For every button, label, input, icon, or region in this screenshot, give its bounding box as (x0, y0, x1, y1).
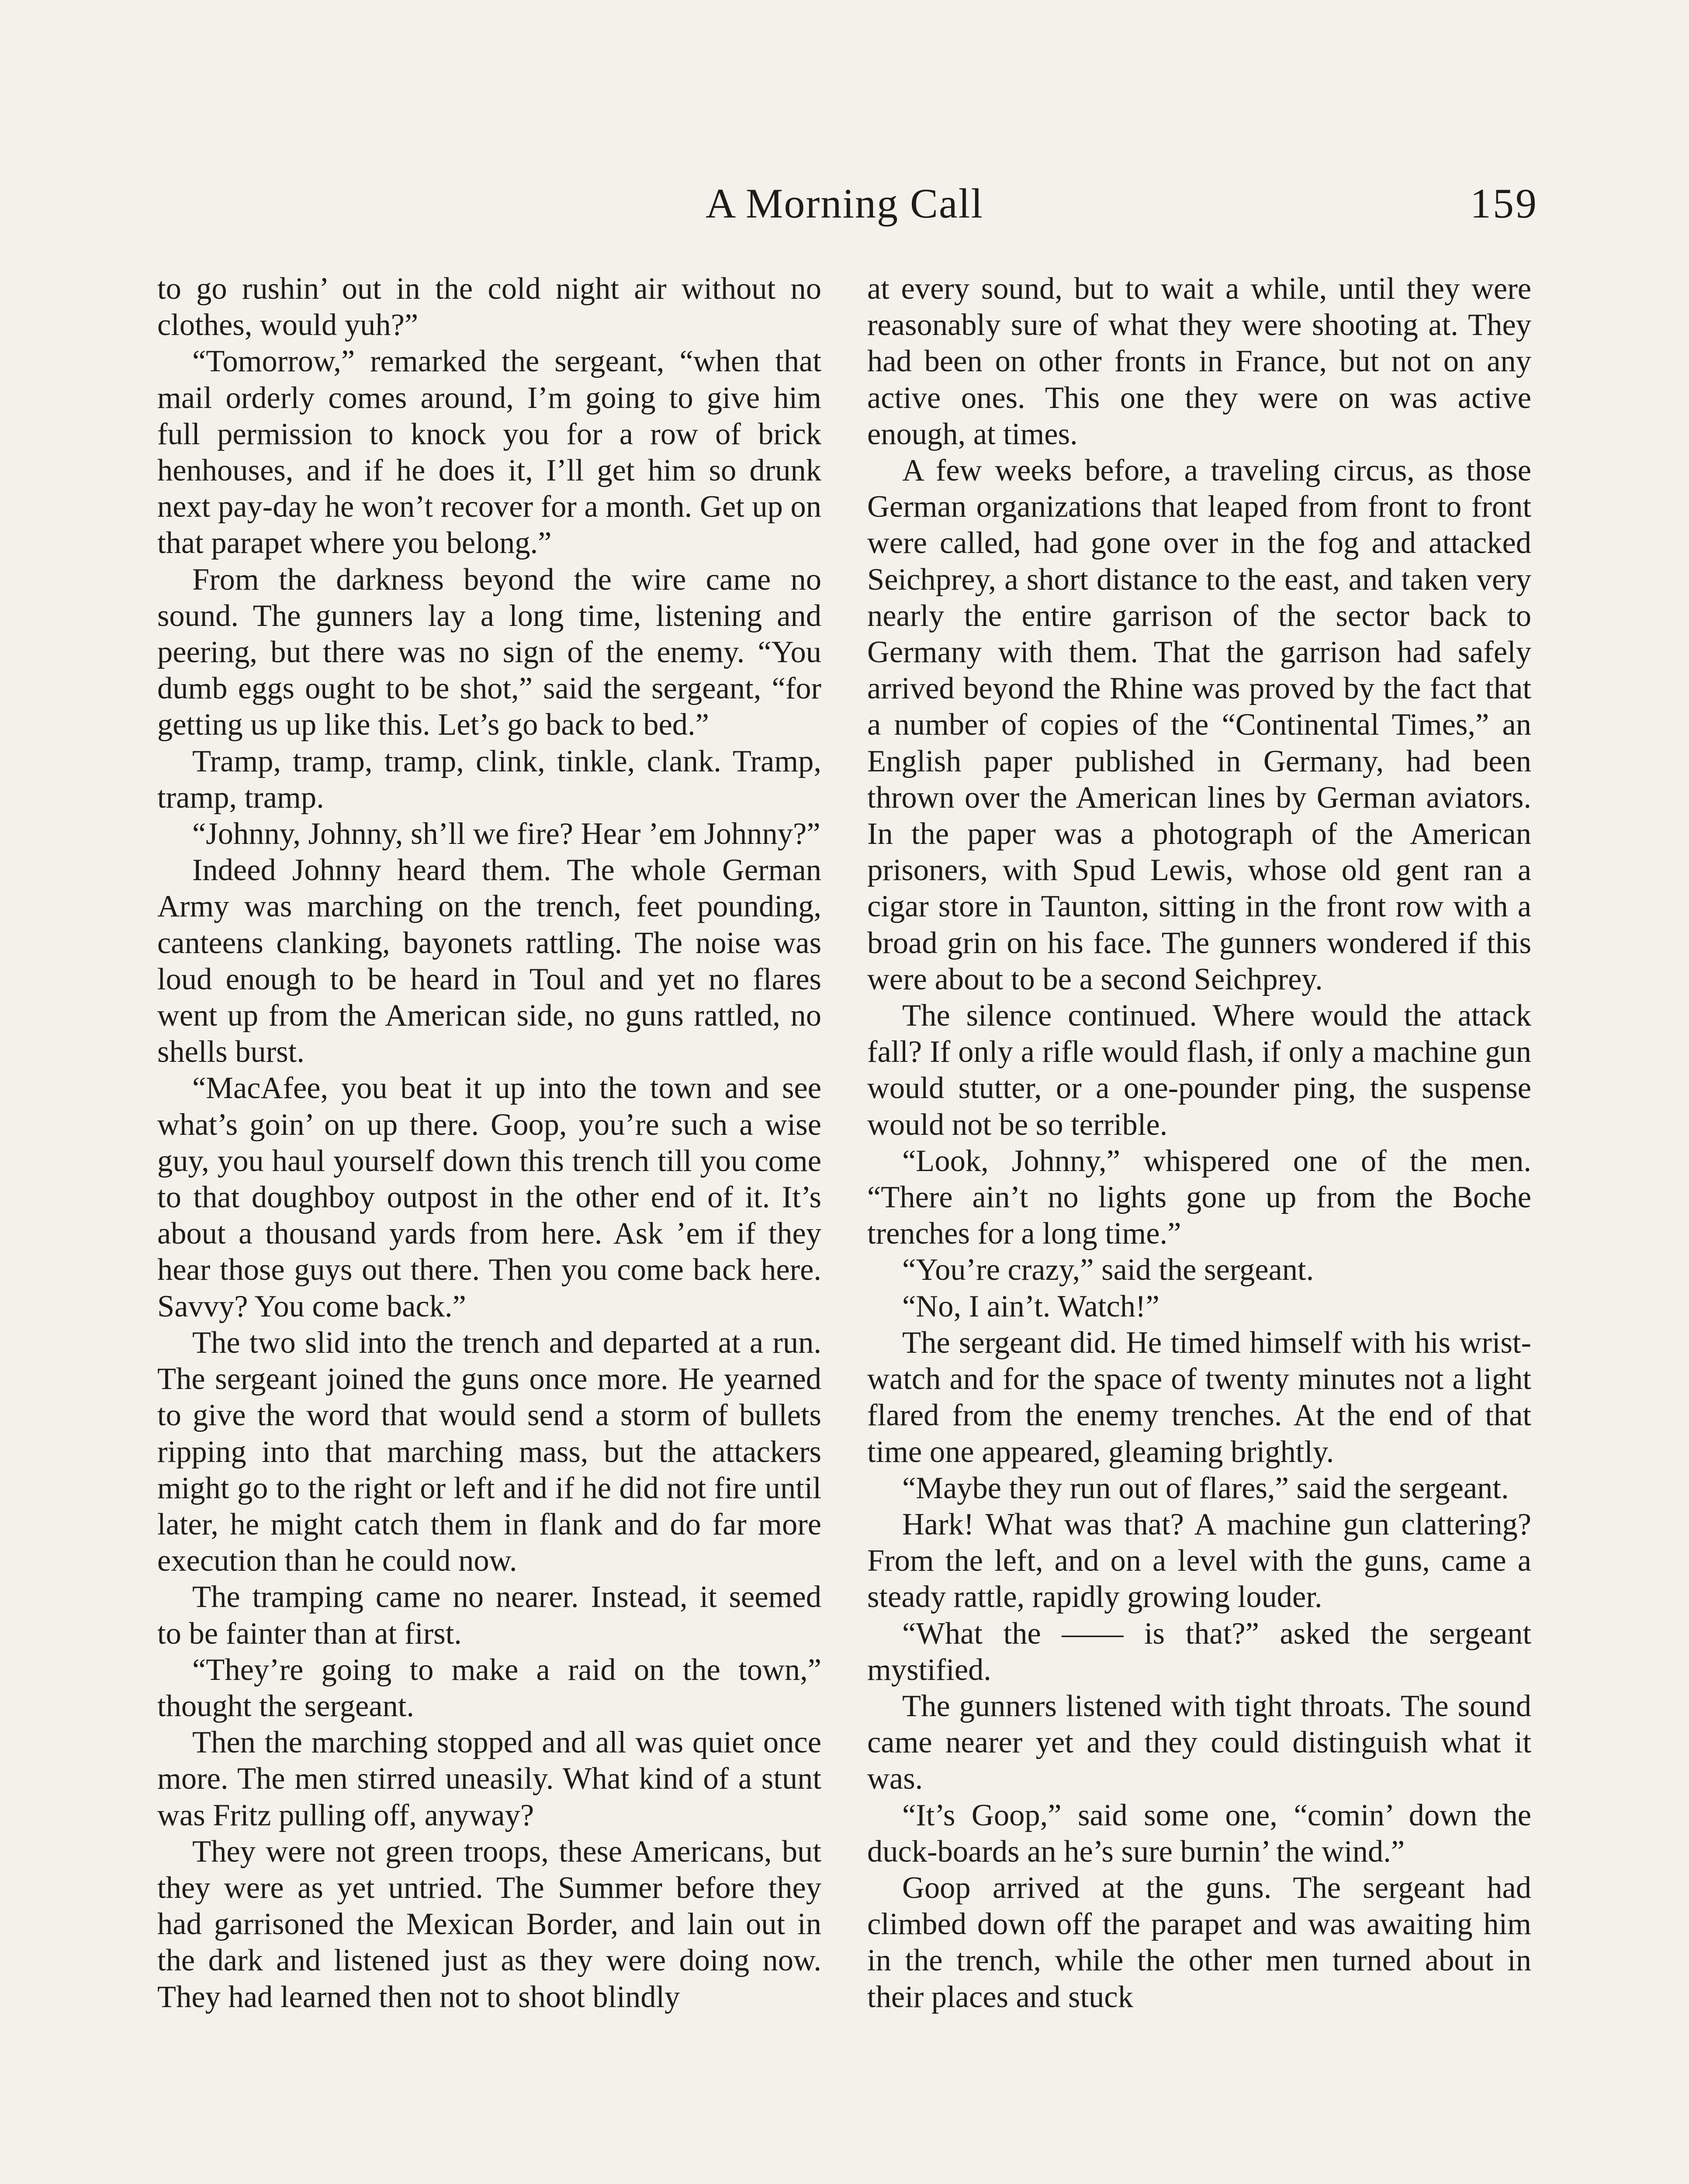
paragraph: Goop arrived at the guns. The sergeant had climbed down off the parapet and was awaiting him in the trench, while the other men turned about in their places and stuck (867, 1870, 1531, 2014)
paragraph: “It’s Goop,” said some one, “comin’ down the duck-boards an he’s sure burnin’ the wind.” (867, 1798, 1531, 1869)
paragraph: to go rushin’ out in the cold night air without no clothes, would yuh?” (157, 272, 821, 342)
paragraph: From the darkness beyond the wire came no sound. The gunners lay a long time, listening and peering, but there was no sign of the enemy. “You dumb eggs ought to be shot,” said the sergeant, “for getting us up like this. Let’s go back to bed.” (157, 562, 821, 742)
left-column (157, 271, 821, 2015)
paragraph: “What the —— is that?” asked the sergeant mystified. (867, 1616, 1531, 1687)
paragraph: The two slid into the trench and departed at a run. The sergeant joined the guns once more. He yearned to give the word that would send a storm of bullets ripping into that marching mass, but the attackers might go to the right or left and if he did not fire until later, he might catch them in flank and do far more execution than he could now. (157, 1325, 821, 1578)
paragraph: Indeed Johnny heard them. The whole German Army was marching on the trench, feet pounding, canteens clanking, bayonets rattling. The noise was loud enough to be heard in Toul and yet no flares went up from the American side, no guns rattled, no shells burst. (157, 853, 821, 1069)
right-column (867, 271, 1531, 2015)
paragraph: The gunners listened with tight throats. The sound came nearer yet and they could distinguish what it was. (867, 1689, 1531, 1796)
page-title: A Morning Call (705, 180, 983, 227)
paragraph: “Look, Johnny,” whispered one of the men. “There ain’t no lights gone up from the Boche trenches for a long time.” (867, 1144, 1531, 1251)
paragraph: “You’re crazy,” said the sergeant. (902, 1253, 1314, 1287)
paragraph: “They’re going to make a raid on the town,” thought the sergeant. (157, 1652, 821, 1723)
paragraph: The silence continued. Where would the attack fall? If only a rifle would flash, if only a machine gun would stutter, or a one-pounder ping, the suspense would not be so terrible. (867, 999, 1531, 1142)
paragraph: The tramping came no nearer. Instead, it seemed to be fainter than at first. (157, 1580, 821, 1651)
paragraph: at every sound, but to wait a while, until they were reasonably sure of what they were shooting at. They had been on other fronts in France, but not on any active ones. This one they were on was active enough, at times. (867, 272, 1531, 451)
paragraph: Hark! What was that? A machine gun clattering? From the left, and on a level with the guns, came a steady rattle, rapidly growing louder. (867, 1507, 1531, 1614)
paragraph: Then the marching stopped and all was quiet once more. The men stirred uneasily. What kind of a stunt was Fritz pulling off, anyway? (157, 1725, 821, 1832)
paragraph: The sergeant did. He timed himself with his wrist-watch and for the space of twenty minutes not a light flared from the enemy trenches. At the end of that time one appeared, gleaming brightly. (867, 1325, 1531, 1469)
paragraph: A few weeks before, a traveling circus, as those German organizations that leaped from front to front were called, had gone over in the fog and attacked Seichprey, a short distance to the east, and taken very nearly the entire garrison of the sector back to Germany with them. That the garrison had safely arrived beyond the Rhine was proved by the fact that a number of copies of the “Continental Times,” an English paper published in Germany, had been thrown over the American lines by German aviators. In the paper was a photograph of the American prisoners, with Spud Lewis, whose old gent ran a cigar store in Taunton, sitting in the front row with a broad grin on his face. The gunners wondered if this were about to be a second Seichprey. (867, 453, 1531, 996)
paragraph: “Maybe they run out of flares,” said the sergeant. (902, 1471, 1509, 1505)
paragraph: “No, I ain’t. Watch!” (902, 1289, 1159, 1324)
page-number: 159 (1470, 180, 1538, 227)
paragraph: Tramp, tramp, tramp, clink, tinkle, clank. Tramp, tramp, tramp. (157, 744, 821, 815)
paragraph: “Johnny, Johnny, sh’ll we fire? Hear ’em Johnny?” (192, 817, 820, 851)
running-head (0, 175, 1689, 236)
paragraph: “Tomorrow,” remarked the sergeant, “when that mail orderly comes around, I’m going to give him full permission to knock you for a row of brick henhouses, and if he does it, I’ll get him so drunk next pay-day he won’t recover for a month. Get up on that parapet where you belong.” (157, 344, 821, 560)
paragraph: They were not green troops, these Americans, but they were as yet untried. The Summer before they had garrisoned the Mexican Border, and lain out in the dark and listened just as they were doing now. They had learned then not to shoot blindly (157, 1834, 821, 2014)
paragraph: “MacAfee, you beat it up into the town and see what’s goin’ on up there. Goop, you’re such a wise guy, you haul yourself down this trench till you come to that doughboy outpost in the other end of it. It’s about a thousand yards from here. Ask ’em if they hear those guys out there. Then you come back here. Savvy? You come back.” (157, 1071, 821, 1324)
